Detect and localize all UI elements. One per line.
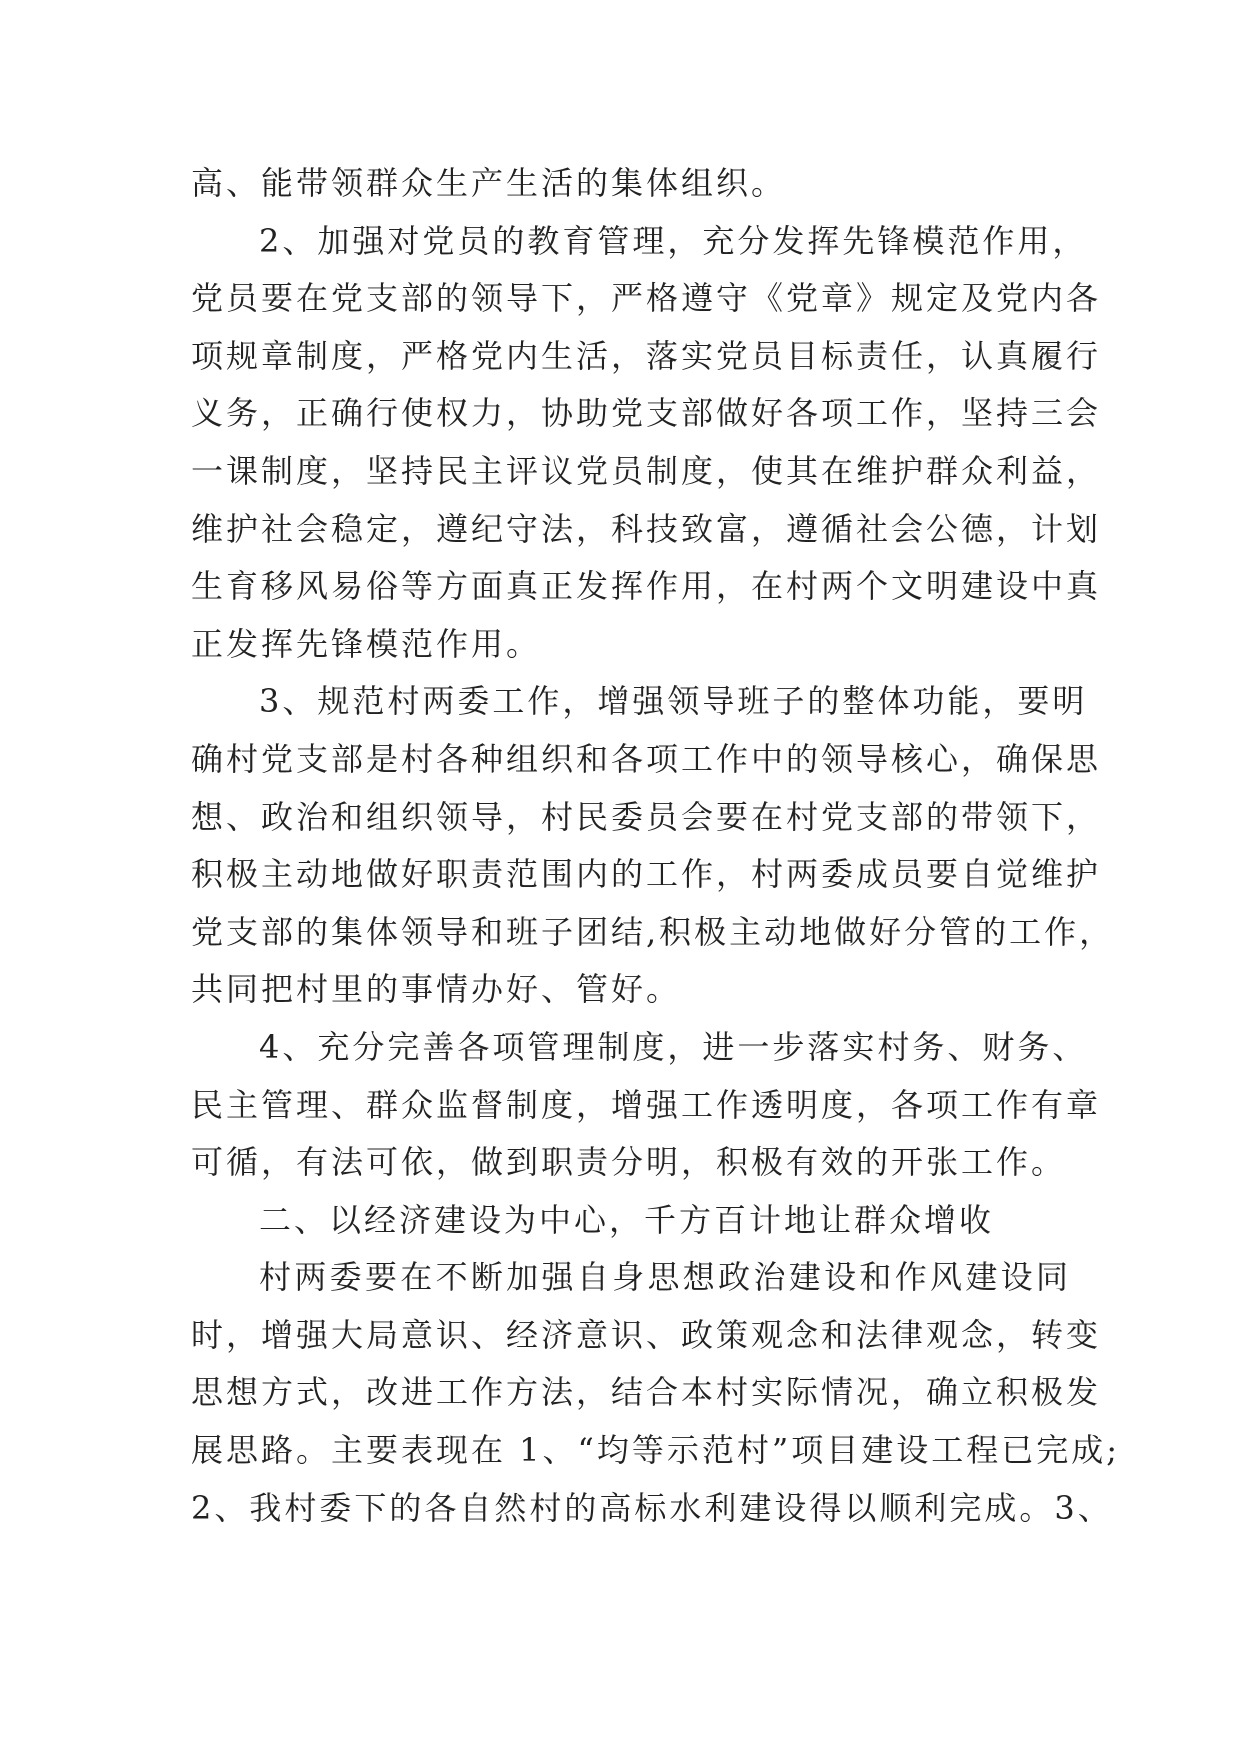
text-line: 民主管理、群众监督制度，增强工作透明度，各项工作有章 [191, 1085, 1102, 1124]
text-line: 党员要在党支部的领导下，严格遵守《党章》规定及党内各 [191, 279, 1102, 318]
text-line: 2、我村委下的各自然村的高标水利建设得以顺利完成。3、 [191, 1488, 1113, 1527]
text-line: 生育移风易俗等方面真正发挥作用，在村两个文明建设中真 [191, 567, 1102, 606]
text-line: 确村党支部是村各种组织和各项工作中的领导核心，确保思 [191, 739, 1102, 778]
text-line: 可循，有法可依，做到职责分明，积极有效的开张工作。 [191, 1143, 1067, 1182]
text-line: 4、充分完善各项管理制度，进一步落实村务、财务、 [259, 1027, 1088, 1066]
text-line: 义务，正确行使权力，协助党支部做好各项工作，坚持三会 [191, 394, 1102, 433]
text-line: 想、政治和组织领导，村民委员会要在村党支部的带领下， [191, 797, 1102, 836]
text-line: 党支部的集体领导和班子团结,积极主动地做好分管的工作， [191, 912, 1115, 951]
text-line: 2、加强对党员的教育管理，充分发挥先锋模范作用， [259, 221, 1088, 260]
text-line: 共同把村里的事情办好、管好。 [191, 970, 682, 1009]
text-line: 项规章制度，严格党内生活，落实党员目标责任，认真履行 [191, 336, 1102, 375]
text-line: 一课制度，坚持民主评议党员制度，使其在维护群众利益， [191, 451, 1102, 490]
text-line: 村两委要在不断加强自身思想政治建设和作风建设同 [259, 1258, 1071, 1297]
document-body [191, 155, 1121, 1537]
text-line: 正发挥先锋模范作用。 [191, 624, 542, 663]
text-line: 思想方式，改进工作方法，结合本村实际情况，确立积极发 [191, 1373, 1102, 1412]
text-line: 维护社会稳定，遵纪守法，科技致富，遵循社会公德，计划 [191, 509, 1102, 548]
text-line: 高、能带领群众生产生活的集体组织。 [191, 164, 787, 202]
text-line: 时，增强大局意识、经济意识、政策观念和法律观念，转变 [191, 1315, 1102, 1354]
text-line: 展思路。主要表现在 1、“均等示范村”项目建设工程已完成; [191, 1431, 1121, 1470]
text-line: 3、规范村两委工作，增强领导班子的整体功能，要明 [259, 682, 1088, 721]
text-line: 二、以经济建设为中心，千方百计地让群众增收 [259, 1200, 995, 1239]
text-line: 积极主动地做好职责范围内的工作，村两委成员要自觉维护 [191, 855, 1102, 894]
